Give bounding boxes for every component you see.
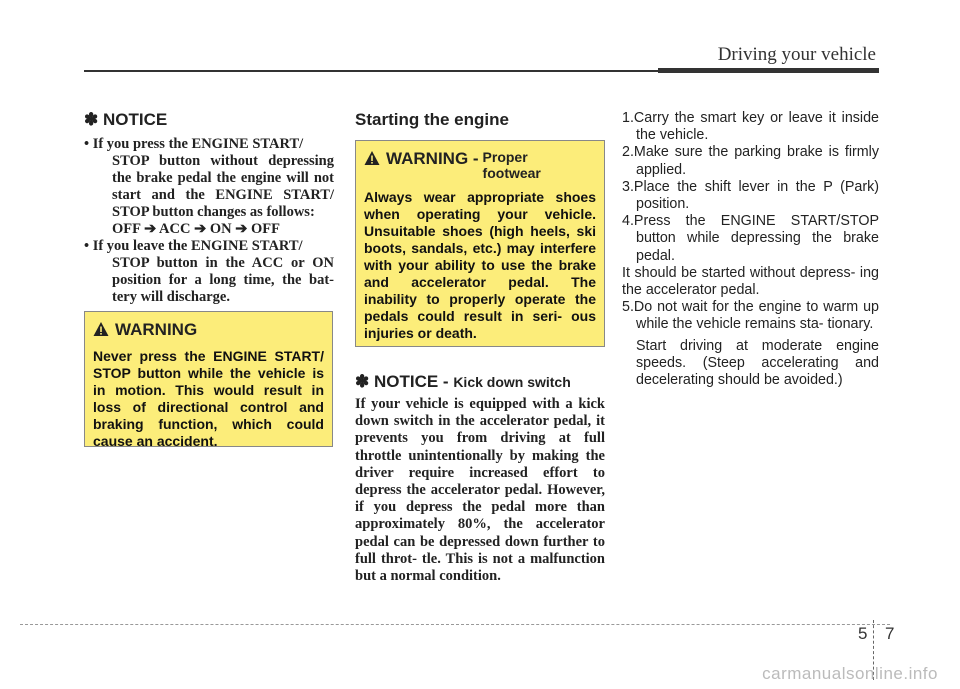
list-item bbox=[84, 238, 334, 306]
bullet-first-line: • If you press the ENGINE START/ bbox=[84, 136, 304, 152]
list-item: 2.Make sure the parking brake is firmly applied. bbox=[622, 144, 879, 178]
notice-block bbox=[84, 110, 334, 306]
warning-title: WARNING bbox=[115, 320, 198, 339]
warning-body: Never press the ENGINE START/ STOP button while the vehicle is in motion. This would result in loss of directional control and braking function, which could cause an accident. bbox=[93, 348, 324, 449]
warning-box-engine-button bbox=[84, 311, 333, 447]
warning-box-footwear bbox=[355, 140, 605, 347]
warning-title-row bbox=[93, 320, 324, 340]
footer-rule bbox=[20, 624, 890, 625]
list-item: 4.Press the ENGINE START/STOP button while depressing the brake pedal. bbox=[622, 213, 879, 264]
notice-body: If your vehicle is equipped with a kick down switch in the accelerator pedal, it prevents you from driving at full throttle unintentionally by making the driver require increased effort to depress the accelerator pedal. However, if you depress the pedal more than approximately 80%, the accelerator pedal can be depressed down further to full throt- tle. This is not a malfunction but a normal condition. bbox=[355, 396, 605, 585]
watermark: carmanualsonline.info bbox=[762, 664, 938, 683]
warning-body: Always wear appropriate shoes when operating your vehicle. Unsuitable shoes (high heels, ski boots, sandals, etc.) may interfere with your ability to use the brake and accelerator pedal. The inability to properly operate the pedals could result in seri- ous injuries or death. bbox=[364, 189, 596, 341]
warning-subtitle: Proper footwear bbox=[482, 149, 541, 181]
section-title: Starting the engine bbox=[355, 110, 509, 129]
step-continuation: Start driving at moderate engine speeds. (Steep accelerating and decelerating should be avoided.) bbox=[636, 337, 879, 389]
notice-kickdown bbox=[355, 372, 605, 585]
steps-block bbox=[622, 110, 879, 389]
notice-title-row bbox=[355, 372, 605, 392]
header-rule-accent bbox=[658, 68, 879, 73]
start-steps bbox=[622, 110, 879, 389]
list-item: 5.Do not wait for the engine to warm up while the vehicle remains sta- tionary. bbox=[622, 299, 879, 333]
notice-title: ✽ NOTICE bbox=[84, 110, 168, 129]
list-item: 1.Carry the smart key or leave it inside the vehicle. bbox=[622, 110, 879, 144]
notice-bullets bbox=[84, 136, 334, 306]
step-note: It should be started without depress- ing the accelerator pedal. bbox=[622, 264, 879, 299]
bullet-rest: STOP button without depressing the brake pedal the engine will not start and the ENGINE START/ STOP button changes as follows: bbox=[112, 153, 334, 220]
bullet-first-line: • If you leave the ENGINE START/ bbox=[84, 238, 303, 254]
page-number: 7 bbox=[885, 624, 895, 643]
notice-title: ✽ NOTICE - bbox=[355, 372, 449, 391]
notice-subtitle: Kick down switch bbox=[453, 374, 571, 390]
warning-title-row bbox=[364, 149, 596, 181]
chapter-number: 5 bbox=[858, 624, 868, 643]
mode-sequence: OFF ➔ ACC ➔ ON ➔ OFF bbox=[112, 221, 281, 237]
warning-triangle-icon bbox=[93, 321, 109, 337]
warning-triangle-icon bbox=[364, 150, 380, 166]
bullet-rest: STOP button in the ACC or ON position for a long time, the bat- tery will discharge. bbox=[112, 255, 334, 305]
warning-title: WARNING - bbox=[386, 149, 479, 168]
header-title: Driving your vehicle bbox=[717, 44, 876, 65]
list-item bbox=[84, 136, 334, 238]
list-item: 3.Place the shift lever in the P (Park) position. bbox=[622, 178, 879, 213]
